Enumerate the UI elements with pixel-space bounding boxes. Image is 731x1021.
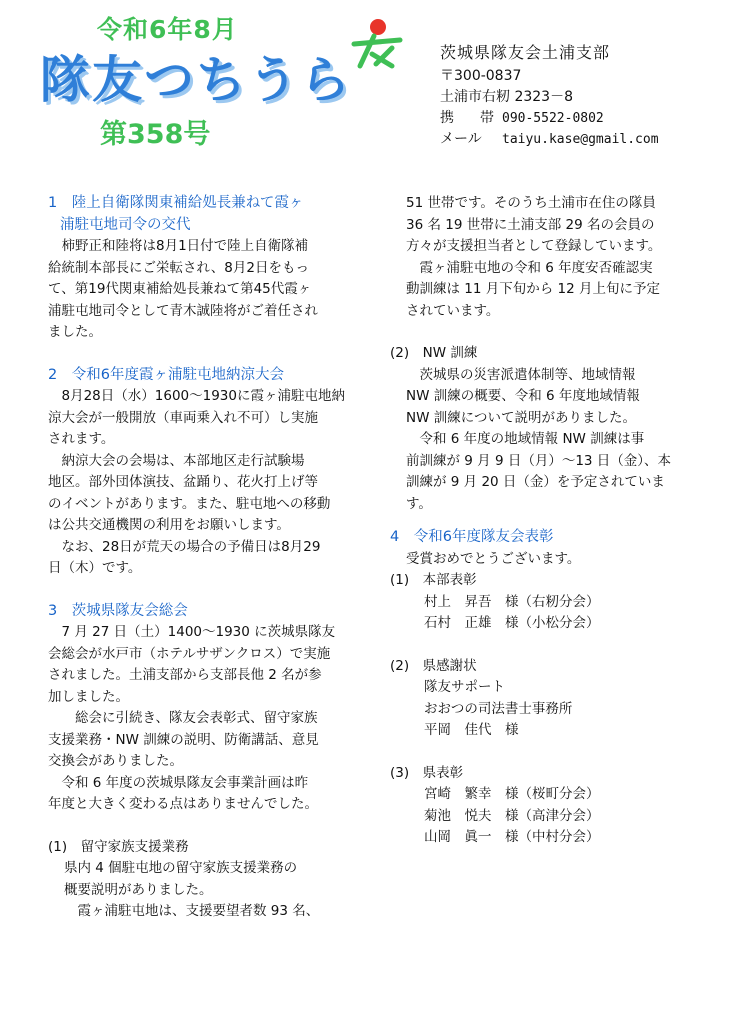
subsection-2-line: 茨城県の災害派遣体制等、地域情報 xyxy=(406,366,636,383)
section-2-heading: 2 令和6年度霞ヶ浦駐屯地納涼大会 xyxy=(48,366,284,383)
org-email-row xyxy=(440,129,659,150)
subsection-2-line: NW 訓練の概要、令和 6 年度地域情報 xyxy=(406,388,640,404)
award-1-heading: (1) 本部表彰 xyxy=(390,572,477,588)
award-3-heading: (3) 県表彰 xyxy=(390,764,464,781)
subsection-1-line: 概要説明がありました。 xyxy=(64,881,213,898)
organization-info xyxy=(440,42,659,150)
org-address: 土浦市右籾 2323－8 xyxy=(440,89,573,105)
spacer xyxy=(390,322,700,343)
award-2-recipient: おおつの司法書士事務所 xyxy=(424,700,573,717)
section-1-heading: 1 陸上自衛隊関東補給処長兼ねて霞ヶ xyxy=(48,195,304,211)
subsection-1-line: 36 名 19 世帯に土浦支部 29 名の会員の xyxy=(406,216,655,233)
award-3-recipient: 宮崎 繁幸 様（桜町分会） xyxy=(424,786,600,802)
subsection-1-line: 51 世帯です。そのうち土浦市在住の隊員 xyxy=(406,195,656,211)
subsection-1-line: 方々が支援担当者として登録しています。 xyxy=(406,238,662,254)
section-2-line: のイベントがあります。また、駐屯地への移動 xyxy=(48,495,331,512)
masthead-issue: 第358号 xyxy=(100,119,211,150)
phone-label: 携 帯 xyxy=(440,110,500,126)
section-3-line: 会総会が水戸市（ホテルサザンクロス）で実施 xyxy=(48,645,331,662)
section-3-line: 支援業務・NW 訓練の説明、防衛講話、意見 xyxy=(48,731,319,748)
section-3-line: 7 月 27 日（土）1400～1930 に茨城県隊友 xyxy=(48,624,336,640)
phone-number: 090-5522-0802 xyxy=(502,111,604,126)
subsection-1-heading: (1) 留守家族支援業務 xyxy=(48,838,189,855)
award-3-recipient: 山岡 眞一 様（中村分会） xyxy=(424,829,600,845)
section-3-line: されました。土浦支部から支部長他 2 名が参 xyxy=(48,667,322,683)
award-2-heading: (2) 県感謝状 xyxy=(390,657,477,674)
subsection-1-line: 霞ヶ浦駐屯地は、支援要望者数 93 名、 xyxy=(64,903,320,919)
section-2-line: 8月28日（水）1600～1930に霞ヶ浦駐屯地納 xyxy=(48,388,345,404)
email-label: メール xyxy=(440,131,482,147)
section-3-line: 年度と大きく変わる点はありませんでした。 xyxy=(48,796,318,812)
section-1-line: て、第19代関東補給処長兼ねて第45代霞ヶ xyxy=(48,281,312,297)
section-2-line: 納涼大会の会場は、本部地区走行試験場 xyxy=(48,452,305,469)
subsection-1-line: 県内 4 個駐屯地の留守家族支援業務の xyxy=(64,860,298,876)
section-1-heading-cont: 浦駐屯地司令の交代 xyxy=(60,216,191,233)
subsection-1-line: 動訓練は 11 月下旬から 12 月上旬に予定 xyxy=(406,281,661,297)
subsection-1-line: されています。 xyxy=(406,302,500,319)
section-1-line: ました。 xyxy=(48,324,102,340)
section-2-line: されます。 xyxy=(48,431,115,447)
section-2-line: 涼大会が一般開放（車両乗入れ不可）し実施 xyxy=(48,409,318,426)
left-column xyxy=(48,193,366,923)
section-1-line: 柿野正和陸将は8月1日付で陸上自衛隊補 xyxy=(48,238,309,254)
section-3-heading: 3 茨城県隊友会総会 xyxy=(48,602,188,619)
subsection-1-line: 霞ヶ浦駐屯地の令和 6 年度安否確認実 xyxy=(406,259,653,276)
subsection-2-line: 訓練が 9 月 20 日（金）を予定されていま xyxy=(406,474,665,490)
spacer xyxy=(390,742,700,763)
subsection-2-line: 令和 6 年度の地域情報 NW 訓練は事 xyxy=(406,431,645,447)
email-address[interactable]: taiyu.kase@gmail.com xyxy=(502,132,659,147)
award-2-recipient: 隊友サポート xyxy=(424,679,505,695)
section-3-line: 総会に引続き、隊友会表彰式、留守家族 xyxy=(48,710,318,726)
section-2-line: 地区。部外団体演技、盆踊り、花火打上げ等 xyxy=(48,474,318,490)
spacer xyxy=(390,635,700,656)
section-3-line: 加しました。 xyxy=(48,688,129,705)
subsection-2-line: 前訓練が 9 月 9 日（月）～13 日（金）、本 xyxy=(406,452,672,469)
subsection-2-heading: (2) NW 訓練 xyxy=(390,345,478,361)
award-1-recipient: 村上 昇吾 様（右籾分会） xyxy=(424,593,600,610)
org-postal: 〒300-0837 xyxy=(440,68,522,84)
spacer xyxy=(48,344,366,365)
section-2-line: なお、28日が荒天の場合の予備日は8月29 xyxy=(48,538,321,555)
section-4-heading: 4 令和6年度隊友会表彰 xyxy=(390,529,554,545)
award-2-recipient: 平岡 佳代 様 xyxy=(424,722,519,738)
section-3-line: 令和 6 年度の茨城県隊友会事業計画は昨 xyxy=(48,774,309,791)
masthead-title: 隊友つちうら xyxy=(40,51,352,109)
masthead-date: 令和6年8月 xyxy=(97,15,238,44)
section-1-line: 給統制本部長にご栄転され、8月2日をもっ xyxy=(48,259,309,276)
award-3-recipient: 菊池 悦夫 様（高津分会） xyxy=(424,807,600,824)
spacer xyxy=(48,580,366,601)
org-phone-row xyxy=(440,108,659,129)
spacer xyxy=(48,816,366,837)
logo-emblem-icon xyxy=(348,14,404,70)
subsection-2-line: NW 訓練について説明がありました。 xyxy=(406,409,636,426)
spacer xyxy=(390,515,700,527)
section-1-line: 浦駐屯地司令として青木誠陸将がご着任され xyxy=(48,302,318,319)
section-4-intro: 受賞おめでとうございます。 xyxy=(406,550,581,567)
award-1-recipient: 石村 正雄 様（小松分会） xyxy=(424,615,600,631)
section-2-line: 日（木）です。 xyxy=(48,560,142,576)
section-2-line: は公共交通機関の利用をお願いします。 xyxy=(48,517,290,533)
org-name: 茨城県隊友会土浦支部 xyxy=(440,43,611,62)
subsection-2-line: す。 xyxy=(406,495,432,512)
section-3-line: 交換会がありました。 xyxy=(48,753,183,769)
right-column xyxy=(390,193,700,849)
